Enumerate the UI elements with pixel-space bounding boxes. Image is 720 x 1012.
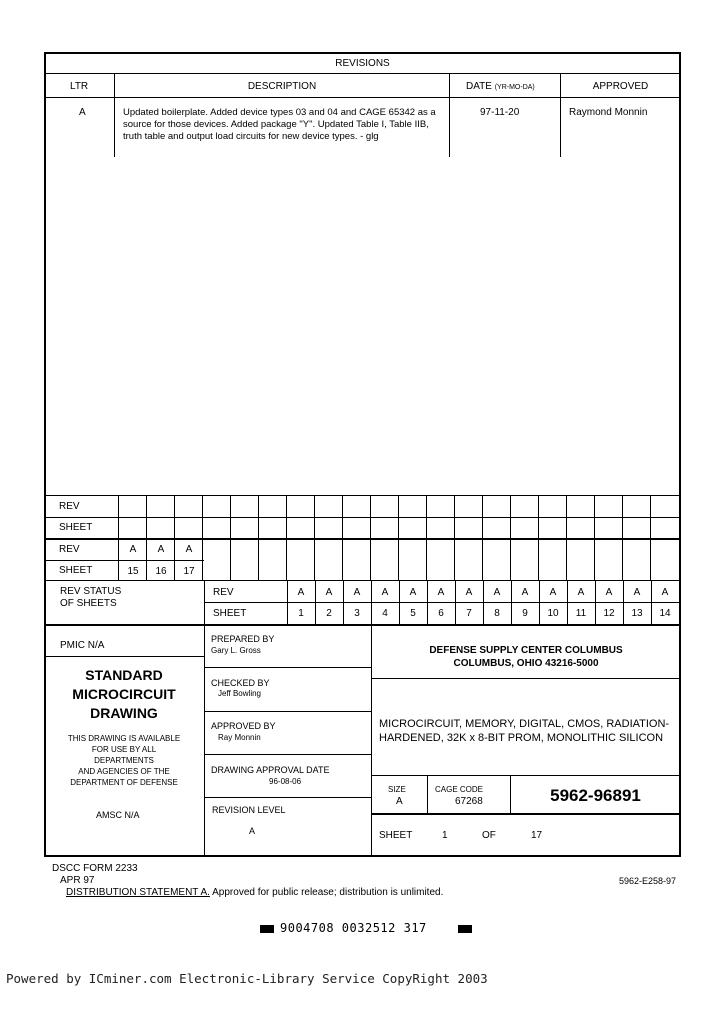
divider — [44, 538, 681, 540]
agency-block — [371, 644, 681, 670]
of-label: OF — [482, 830, 496, 841]
revision-date: 97-11-20 — [480, 107, 520, 118]
revision-approved: Raymond Monnin — [569, 107, 648, 118]
divider — [204, 711, 371, 712]
size-label: SIZE — [388, 785, 406, 794]
barcode-block-icon — [458, 925, 472, 933]
part-desc-line: HARDENED, 32K x 8-BIT PROM, MONOLITHIC SILICON — [379, 732, 664, 744]
divider — [204, 797, 371, 798]
extra-rev-cell: A — [185, 544, 193, 555]
avail-line: THIS DRAWING IS AVAILABLE — [67, 734, 181, 743]
divider — [204, 667, 371, 668]
main-sheet-cell: 9 — [522, 608, 528, 619]
part-description — [379, 717, 669, 745]
agency-line: DEFENSE SUPPLY CENTER COLUMBUS — [429, 645, 623, 656]
divider — [510, 495, 511, 580]
divider — [114, 73, 115, 157]
main-sheet-cell: 1 — [298, 608, 304, 619]
divider — [44, 656, 204, 657]
rev-label: REV — [59, 501, 80, 512]
main-sheet-cell: 2 — [326, 608, 332, 619]
divider — [679, 580, 680, 624]
main-rev-cell: A — [353, 587, 361, 598]
divider — [44, 560, 204, 561]
sheet-total: 17 — [531, 830, 543, 841]
col-date-label: DATE — [466, 81, 492, 92]
revision-ltr: A — [79, 107, 86, 118]
distribution-statement — [66, 887, 443, 898]
extra-rev-cell: A — [157, 544, 165, 555]
prepared-name: Gary L. Gross — [211, 646, 261, 655]
barcode-block-icon — [260, 925, 274, 933]
distribution-label: DISTRIBUTION STATEMENT A. — [66, 887, 210, 898]
prepared-label: PREPARED BY — [211, 634, 275, 644]
divider — [650, 495, 651, 580]
main-sheet-cell: 14 — [659, 608, 671, 619]
rev-status-line: OF SHEETS — [60, 598, 117, 609]
divider — [482, 495, 483, 580]
availability-note — [44, 733, 204, 788]
drawing-number: 5962-96891 — [550, 786, 641, 805]
standard-line: MICROCIRCUIT — [72, 686, 176, 702]
sheet-label: SHEET — [59, 565, 93, 576]
checked-label: CHECKED BY — [211, 678, 270, 688]
size-value: A — [396, 796, 403, 807]
standard-line: DRAWING — [90, 705, 158, 721]
divider — [398, 495, 399, 580]
divider — [44, 517, 681, 518]
main-sheet-cell: 13 — [631, 608, 643, 619]
sheet-value: 1 — [442, 830, 448, 841]
avail-line: DEPARTMENT OF DEFENSE — [70, 778, 178, 787]
revision-level: A — [249, 826, 256, 836]
sheet-label: SHEET — [59, 522, 93, 533]
main-rev-cell: A — [325, 587, 333, 598]
divider — [314, 495, 315, 580]
approval-date: 96-08-06 — [269, 777, 302, 786]
avail-line: AND AGENCIES OF THE — [78, 767, 170, 776]
checked-name: Jeff Bowling — [218, 689, 261, 698]
main-sheet-cell: 5 — [410, 608, 416, 619]
avail-line: FOR USE BY ALL — [91, 745, 157, 754]
divider — [286, 495, 287, 580]
main-sheet-cell: 3 — [354, 608, 360, 619]
main-sheet-cell: 6 — [438, 608, 444, 619]
form-number: DSCC FORM 2233 — [52, 863, 138, 874]
divider — [371, 678, 681, 679]
rev-label: REV — [59, 544, 80, 555]
standard-title — [44, 666, 204, 723]
sheet-label: SHEET — [379, 830, 413, 841]
form-date: APR 97 — [60, 875, 95, 886]
cage-value: 67268 — [455, 796, 483, 807]
divider — [449, 73, 450, 157]
divider — [454, 495, 455, 580]
powered-by: Powered by ICminer.com Electronic-Library Service CopyRight 2003 — [6, 971, 488, 986]
divider — [44, 97, 681, 98]
divider — [44, 73, 681, 74]
standard-line: STANDARD — [85, 667, 163, 683]
main-sheet-cell: 12 — [603, 608, 615, 619]
main-rev-cell: A — [661, 587, 669, 598]
divider — [426, 495, 427, 580]
divider — [427, 775, 428, 813]
approved-label: APPROVED BY — [211, 721, 276, 731]
main-rev-cell: A — [521, 587, 529, 598]
divider — [258, 495, 259, 580]
amsc: AMSC N/A — [96, 810, 140, 820]
agency-line: COLUMBUS, OHIO 43216-5000 — [453, 658, 599, 669]
divider — [204, 624, 205, 857]
part-desc-line: MICROCIRCUIT, MEMORY, DIGITAL, CMOS, RADIATION- — [379, 718, 670, 730]
col-approved-header: APPROVED — [592, 81, 649, 92]
main-rev-cell: A — [577, 587, 585, 598]
divider — [560, 73, 561, 157]
main-rev-cell: A — [549, 587, 557, 598]
divider — [566, 495, 567, 580]
distribution-text: Approved for public release; distribution is unlimited. — [209, 887, 444, 898]
revisions-title: REVISIONS — [335, 58, 390, 69]
main-rev-cell: A — [605, 587, 613, 598]
divider — [342, 495, 343, 580]
extra-sheet-cell: 16 — [155, 566, 167, 577]
divider — [622, 495, 623, 580]
extra-sheet-cell: 17 — [183, 566, 195, 577]
divider — [230, 495, 231, 580]
main-rev-label: REV — [213, 587, 234, 598]
divider — [204, 602, 681, 603]
divider — [371, 813, 681, 815]
main-rev-cell: A — [465, 587, 473, 598]
col-ltr-header: LTR — [70, 81, 89, 92]
barcode-text: 9004708 0032512 317 — [280, 921, 427, 935]
divider — [204, 580, 205, 624]
main-rev-cell: A — [409, 587, 417, 598]
col-description-header: DESCRIPTION — [247, 81, 317, 92]
col-date-format: (YR-MO-DA) — [494, 84, 535, 91]
main-rev-cell: A — [381, 587, 389, 598]
cage-label: CAGE CODE — [435, 785, 484, 794]
main-sheet-cell: 11 — [575, 608, 587, 619]
divider — [370, 495, 371, 580]
approval-date-label: DRAWING APPROVAL DATE — [211, 765, 330, 775]
doc-code: 5962-E258-97 — [619, 876, 677, 886]
divider — [204, 754, 371, 755]
main-sheet-label: SHEET — [213, 608, 247, 619]
divider — [44, 495, 681, 496]
pmic: PMIC N/A — [60, 640, 105, 651]
extra-sheet-cell: 15 — [127, 566, 139, 577]
rev-status-line: REV STATUS — [60, 586, 122, 597]
main-rev-cell: A — [437, 587, 445, 598]
main-sheet-cell: 7 — [466, 608, 472, 619]
divider — [594, 495, 595, 580]
main-sheet-cell: 4 — [382, 608, 388, 619]
revision-level-label: REVISION LEVEL — [212, 805, 286, 815]
approved-name: Ray Monnin — [218, 733, 261, 742]
avail-line: DEPARTMENTS — [94, 756, 154, 765]
revision-description: Updated boilerplate. Added device types 03 and 04 and CAGE 65342 as a source for those devices. Added package "Y". Updated Table I, Table IIB, truth table and output load circuits for new device types. - glg — [123, 107, 436, 142]
main-rev-cell: A — [633, 587, 641, 598]
main-rev-cell: A — [297, 587, 305, 598]
main-sheet-cell: 8 — [494, 608, 500, 619]
main-sheet-cell: 10 — [547, 608, 559, 619]
divider — [44, 580, 681, 581]
divider — [371, 775, 681, 776]
col-date-header — [466, 81, 535, 92]
divider — [44, 624, 681, 626]
rev-status-label — [60, 586, 121, 610]
divider — [538, 495, 539, 580]
main-rev-cell: A — [493, 587, 501, 598]
extra-rev-cell: A — [129, 544, 137, 555]
